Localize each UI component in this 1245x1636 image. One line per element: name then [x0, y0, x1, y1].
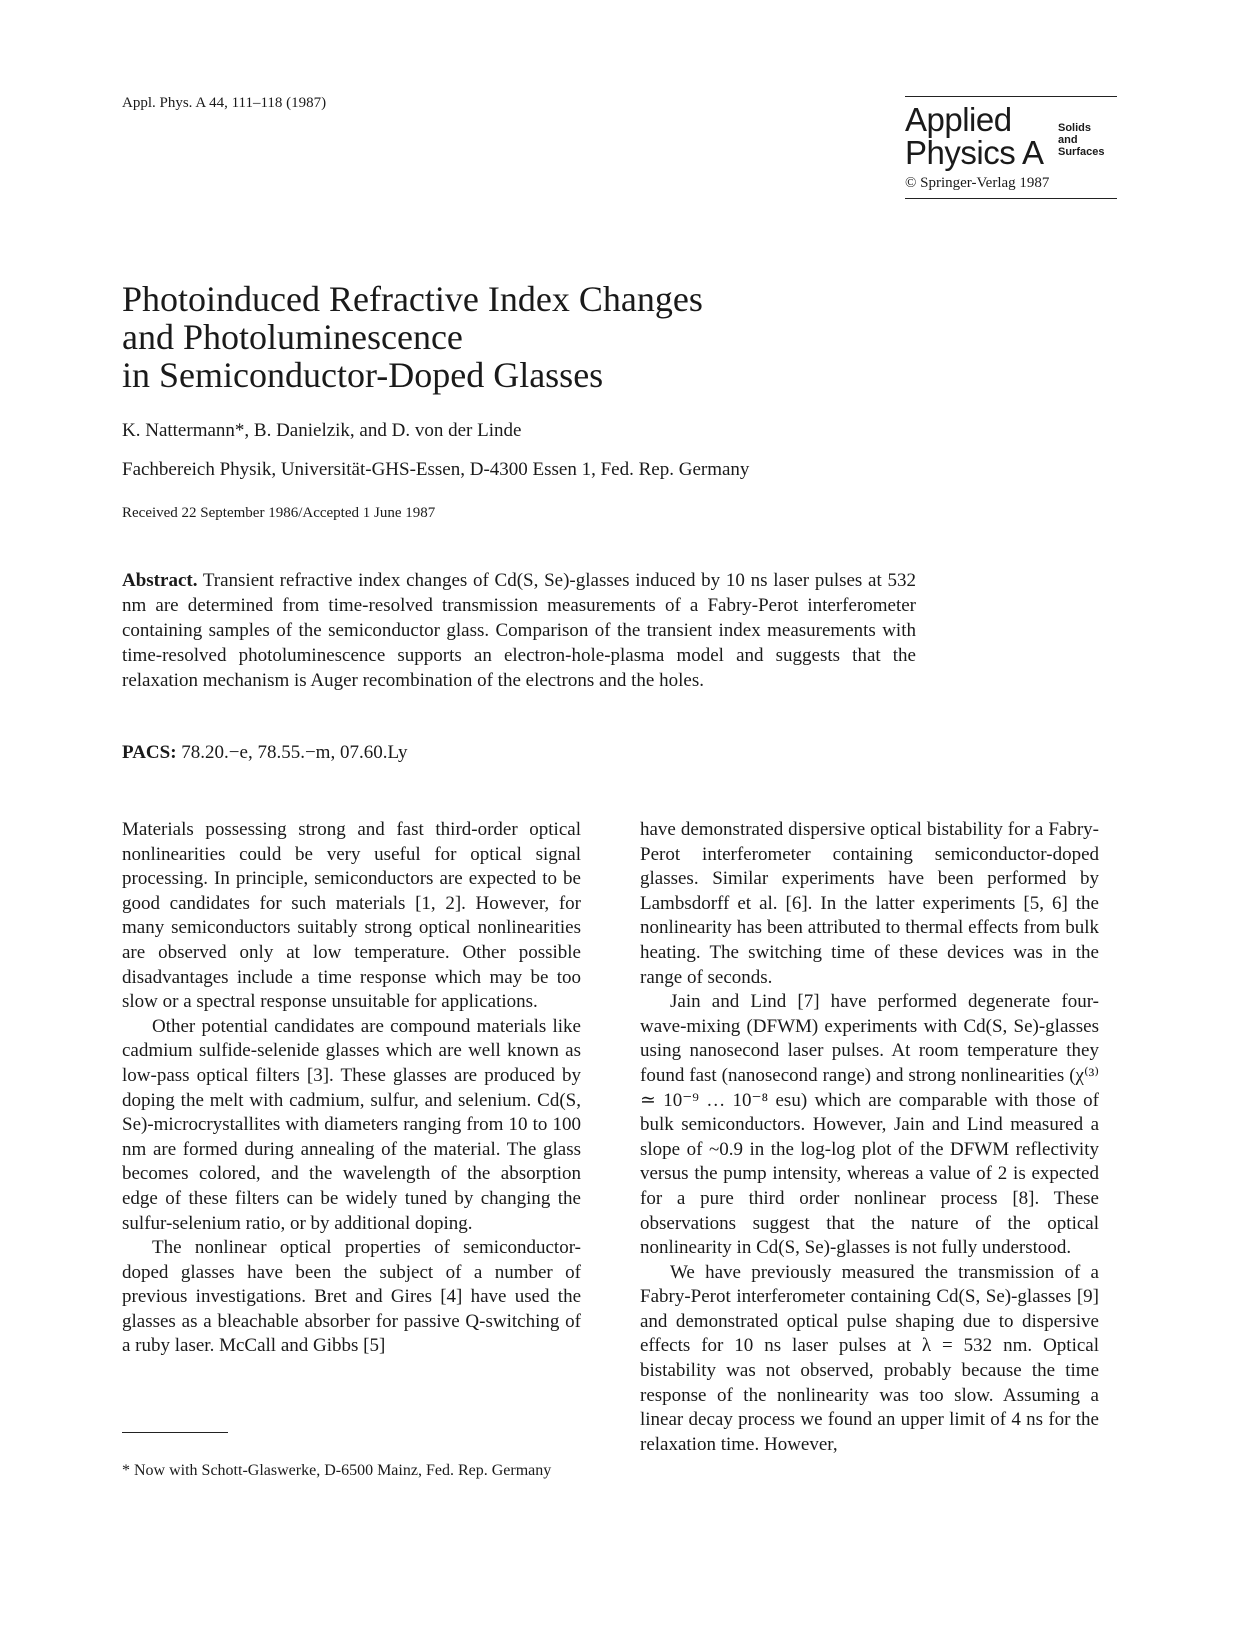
author-list: K. Nattermann*, B. Danielzik, and D. von der Linde: [122, 420, 522, 441]
body-paragraph: We have previously measured the transmission of a Fabry-Perot interferometer containing Cd(S, Se)-glasses [9] and demonstrated optical pulse shaping due to dispersive effects for 10 ns laser pulses at λ = 532 nm. Optical bistability was not observed, probably because the time response of the nonlinearity was too slow. Assuming a linear decay process we found an upper limit of 4 ns for the relaxation time. However,: [640, 1261, 1099, 1455]
logo-line-applied: Applied: [905, 101, 1012, 138]
body-paragraph: Jain and Lind [7] have performed degenerate four-wave-mixing (DFWM) experiments with Cd(S, Se)-glasses using nanosecond laser pulses. At room temperature they found fast (nanosecond range) and strong nonlinearities (χ⁽³⁾ ≃ 10⁻⁹ … 10⁻⁸ esu) which are comparable with those of bulk semiconductors. However, Jain and Lind measured a slope of ~0.9 in the log-log plot of the DFWM reflectivity versus the pump intensity, whereas a value of 2 is expected for a pure third order nonlinear process [8]. These observations suggest that the nature of the optical nonlinearity in Cd(S, Se)-glasses is not fully understood.: [640, 991, 1099, 1259]
logo-line-physics: Physics A: [905, 134, 1044, 171]
journal-citation: Appl. Phys. A 44, 111–118 (1987): [122, 95, 327, 111]
logo-section-line1: Solids: [1058, 122, 1092, 134]
publisher-copyright: © Springer-Verlag 1987: [905, 175, 1117, 199]
body-column-left: [122, 818, 581, 1359]
body-paragraph: have demonstrated dispersive optical bistability for a Fabry-Perot interferometer containing semiconductor-doped glasses. Similar experiments have been performed by Lambsdorff et al. [6]. In the latter experiments [5, 6] the nonlinearity has been attributed to thermal effects from bulk heating. The switching time of these devices was in the range of seconds.: [640, 819, 1099, 988]
logo-top-rule: [905, 96, 1117, 97]
pacs-values: 78.20.−e, 78.55.−m, 07.60.Ly: [181, 742, 408, 763]
abstract: [122, 568, 916, 693]
abstract-label: Abstract.: [122, 570, 198, 591]
paper-title: [122, 280, 703, 394]
title-line-1: Photoinduced Refractive Index Changes: [122, 279, 703, 319]
logo-wordmark: [905, 103, 1117, 169]
pacs-codes: [122, 742, 408, 764]
title-line-2: and Photoluminescence: [122, 317, 463, 357]
author-footnote: * Now with Schott-Glaswerke, D-6500 Mainz, Fed. Rep. Germany: [122, 1462, 552, 1479]
abstract-text: Transient refractive index changes of Cd(S, Se)-glasses induced by 10 ns laser pulses at 532 nm are determined from time-resolved transmission measurements of a Fabry-Perot interferometer containing samples of the semiconductor glass. Comparison of the transient index measurements with time-resolved photoluminescence supports an electron-hole-plasma model and suggests that the relaxation mechanism is Auger recombination of the electrons and the holes.: [122, 570, 916, 691]
logo-section-line3: Surfaces: [1058, 146, 1105, 158]
journal-logo: [905, 96, 1117, 199]
author-affiliation: Fachbereich Physik, Universität-GHS-Essen, D-4300 Essen 1, Fed. Rep. Germany: [122, 459, 750, 480]
body-paragraph: Materials possessing strong and fast third-order optical nonlinearities could be very useful for optical signal processing. In principle, semiconductors are expected to be good candidates for such materials [1, 2]. However, for many semiconductors suitably strong optical nonlinearities are observed only at low temperature. Other possible disadvantages include a time response which may be too slow or a spectral response unsuitable for applications.: [122, 819, 581, 1013]
footnote-rule: [122, 1432, 228, 1433]
body-column-right: [640, 818, 1099, 1457]
logo-section-line2: and: [1058, 134, 1078, 146]
title-line-3: in Semiconductor-Doped Glasses: [122, 355, 604, 395]
body-paragraph: Other potential candidates are compound materials like cadmium sulfide-selenide glasses which are well known as low-pass optical filters [3]. These glasses are produced by doping the melt with cadmium, sulfur, and selenium. Cd(S, Se)-microcrystallites with diameters ranging from 10 to 100 nm are formed during annealing of the material. The glass becomes colored, and the wavelength of the absorption edge of these filters can be widely tuned by changing the sulfur-selenium ratio, or by additional doping.: [122, 1015, 581, 1234]
received-date: Received 22 September 1986/Accepted 1 June 1987: [122, 505, 436, 521]
body-paragraph: The nonlinear optical properties of semiconductor-doped glasses have been the subject of a number of previous investigations. Bret and Gires [4] have used the glasses as a bleachable absorber for passive Q-switching of a ruby laser. McCall and Gibbs [5]: [122, 1237, 581, 1357]
pacs-label: PACS:: [122, 742, 177, 763]
logo-section-label: [1058, 122, 1104, 158]
